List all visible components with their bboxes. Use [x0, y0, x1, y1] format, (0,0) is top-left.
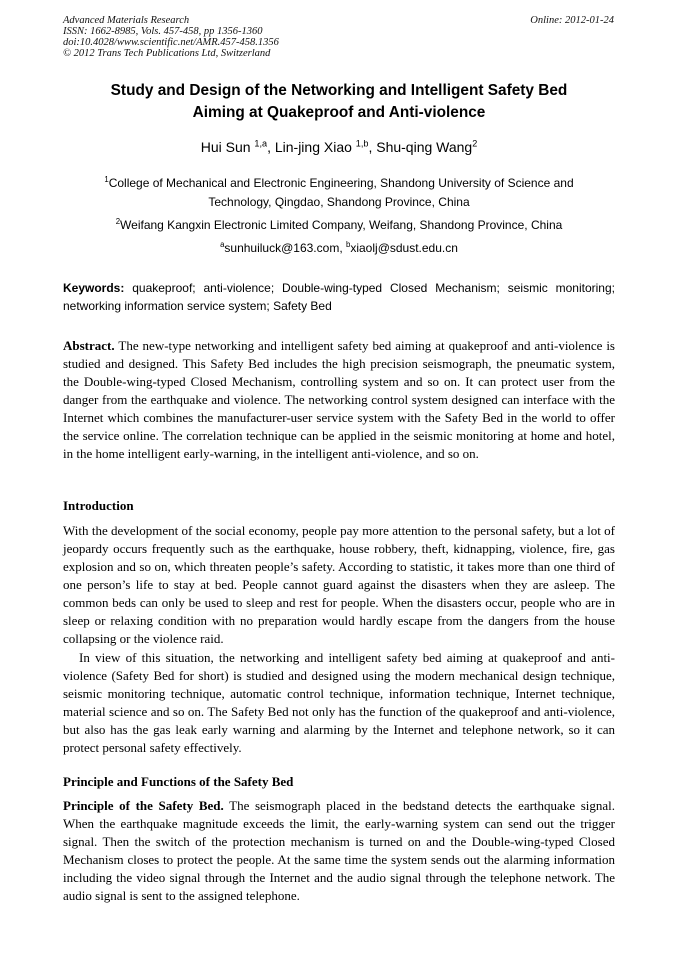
author-list: Hui Sun $^{1,a}$, Lin-jing Xiao $^{1,b}$, Shu-qing Wang$^2$	[200, 138, 478, 155]
keywords-label: Keywords:	[63, 281, 125, 295]
author-3: Shu-qing Wang	[376, 139, 473, 155]
introduction-paragraph-2: In view of this situation, the networking and intelligent safety bed aiming at quakeproof and anti-violence (Safety Bed for short) is studied and designed using the modern mechanical design technique, seismic monitoring technique, automatic control technique, information technique, Internet technique, material science and so on. The Safety Bed not only has the function of the quakeproof and anti-violence, but also has the gas leak early warning and alarming by the Internet and telephone network, so it can protect personal safety effectively.	[63, 650, 615, 755]
paper-title	[63, 80, 615, 124]
title-line-2: Aiming at Quakeproof and Anti-violence	[192, 104, 486, 121]
abstract-paragraph	[63, 337, 615, 463]
abstract-label: Abstract.	[63, 338, 115, 353]
introduction-paragraph-1: With the development of the social economy, people pay more attention to the personal safety, but a lot of jeopardy occurs frequently such as the earthquake, house robbery, theft, kidnapping, violence, fire, gas explosion and so on, which threaten people’s safety. According to statistic, it takes more than one third of one person’s life to stay at bed. People cannot guard against the disasters when they are asleep. The common beds can only be used to sleep and rest for people. When the disasters occur, people who are in sleep or relaxing condition with no preparation would hardly escape from the dangers from the house collapsing or the violence raid.	[63, 523, 615, 646]
affiliation-2-number: 2	[115, 217, 121, 226]
introduction-heading: Introduction	[63, 498, 134, 513]
title-line-1: Study and Design of the Networking and Intelligent Safety Bed	[110, 82, 568, 99]
keywords-text: quakeproof; anti-violence; Double-wing-typed Closed Mechanism; seismic monitoring; networking information service system; Safety Bed	[63, 281, 615, 313]
affiliation-1-text: College of Mechanical and Electronic Engineering, Shandong University of Science and	[108, 176, 574, 190]
author-2: Lin-jing Xiao	[274, 139, 352, 155]
affiliation-2	[63, 216, 615, 235]
author-3-affil: 2	[472, 138, 478, 149]
author-1-affil: 1,a	[254, 138, 268, 149]
author-2-affil: 1,b	[355, 138, 369, 149]
doi-line[interactable]: doi:10.4028/www.scientific.net/AMR.457-458.1356	[63, 37, 279, 48]
affiliation-1-line-2: Technology, Qingdao, Shandong Province, China	[208, 195, 470, 209]
email-a[interactable]: sunhuiluck@163.com	[224, 241, 340, 255]
abstract-text: The new-type networking and intelligent safety bed aiming at quakeproof and anti-violence is studied and designed. This Safety Bed includes the high precision seismograph, the pneumatic system, the Double-wing-typed Closed Mechanism, controlling system and so on. It can protect user from the danger from the earthquake and violence. The networking control system designed can interface with the Internet which combines the manufacturer-user service system with the Safety Bed in the world to offer the service online. The correlation technique can be applied in the seismic monitoring at home and hotel, in the home intelligent early-warning, in the intelligent anti-violence, and so on.	[63, 338, 615, 461]
principle-section-heading: Principle and Functions of the Safety Bed	[63, 774, 294, 789]
email-a-marker: a	[220, 240, 225, 249]
affiliation-1-line-1	[63, 174, 615, 193]
email-b-marker: b	[346, 240, 351, 249]
copyright-line: © 2012 Trans Tech Publications Ltd, Switzerland	[63, 48, 271, 59]
affiliation-2-text: Weifang Kangxin Electronic Limited Company, Weifang, Shandong Province, China	[120, 218, 563, 232]
principle-text: The seismograph placed in the bedstand detects the earthquake signal. When the earthquake magnitude exceeds the limit, the early-warning system can send out the trigger signal. Then the switch of the protection mechanism is turned on and the Double-wing-typed Closed Mechanism closes to protect the people. At the same time the system sends out the alarming information including the video signal through the Internet and the audio signal through the telephone network. The audio signal is sent to the assigned telephone.	[63, 798, 616, 903]
journal-header	[63, 15, 423, 59]
affiliation-1	[63, 174, 615, 212]
keywords-block	[63, 279, 615, 315]
email-b[interactable]: xiaolj@sdust.edu.cn	[350, 241, 458, 255]
author-1: Hui Sun	[200, 139, 251, 155]
email-list: $^a$sunhuiluck@163.com, $^b$xiaolj@sdust.edu.cn	[220, 240, 458, 255]
journal-name: Advanced Materials Research	[63, 15, 190, 26]
issn-line: ISSN: 1662-8985, Vols. 457-458, pp 1356-1360	[63, 26, 263, 37]
affiliation-1-number: 1	[104, 175, 109, 184]
online-date: Online: 2012-01-24	[530, 15, 614, 26]
principle-paragraph	[63, 797, 615, 905]
principle-subheading: Principle of the Safety Bed.	[63, 798, 224, 813]
